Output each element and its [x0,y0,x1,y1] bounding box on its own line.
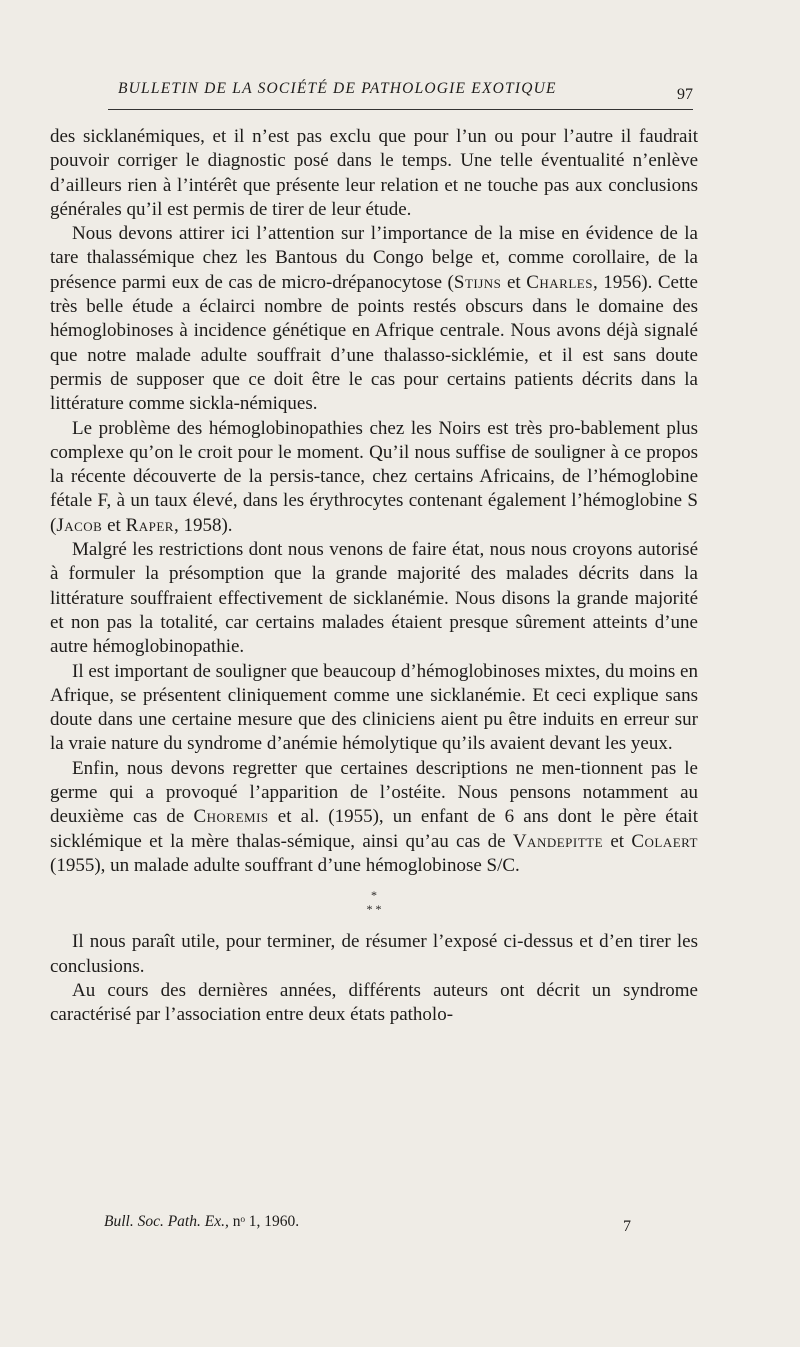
running-header: BULLETIN DE LA SOCIÉTÉ DE PATHOLOGIE EXOTIQUE [118,80,557,97]
author-name: Colaert [631,830,698,852]
paragraph-4: Malgré les restrictions dont nous venons de faire état, nous nous croyons autorisé à formuler la présomption que la grande majorité des malades décrits dans la littérature souffraient effectivement de sicklanémie. Nous disons la grande majorité et non pas la totalité, car certains malades étaient presque sûrement atteints d’une autre hémoglobinopathie. [50,539,698,658]
paragraph-1: des sicklanémiques, et il n’est pas exclu que pour l’un ou pour l’autre il faudrait pouvoir corriger le diagnostic posé dans le temps. Une telle éventualité n’enlève d’ailleurs rien à l’intérêt que présente leur relation et ne touche pas aux conclusions générales qu’il est permis de tirer de leur étude. [50,126,698,220]
body-text [50,125,698,1027]
section-break-asterism: * * * [366,888,382,917]
author-name: Choremis [193,806,269,828]
paragraph-8: Au cours des dernières années, différents auteurs ont décrit un syndrome caractérisé par l’association entre deux états patholo- [50,979,698,1026]
paragraph-5: Il est important de souligner que beaucoup d’hémoglobinoses mixtes, du moins en Afrique, se présentent cliniquement comme une sicklanémie. Et ceci explique sans doute dans une certaine mesure que des cliniciens aient pu être induits en erreur sur la vraie nature du syndrome d’anémie hémolytique qu’ils avaient devant les yeux. [50,660,698,755]
signature-mark: 7 [623,1218,631,1235]
author-name: Vandepitte [512,830,604,852]
paragraph-6: Enfin, nous devons regretter que certaines descriptions ne men-tionnent pas le germe qui a provoqué l’apparition de l’ostéite. Nous pensons notamment au deuxième cas de Choremis et al. (1955), un enfant de 6 ans dont le père était sicklémique et la mère thalas-sémique, ainsi qu’au cas de Vandepitte et Colaert (1955), un malade adulte souffrant d’une hémoglobinose S/C. [50,757,698,876]
author-name: Stijns [453,271,502,293]
header-rule [108,109,693,110]
author-name: Raper [125,514,174,536]
page-number: 97 [677,86,693,103]
author-name: Charles [526,271,593,293]
paragraph-7: Il nous paraît utile, pour terminer, de résumer l’exposé ci-dessus et d’en tirer les conclusions. [50,931,698,977]
paragraph-2: Nous devons attirer ici l’attention sur l’importance de la mise en évidence de la tare thalassémique chez les Bantous du Congo belge et, comme corollaire, de la présence parmi eux de cas de micro-drépanocytose (Stijns et Charles, 1956). Cette très belle étude a éclairci nombre de points restés obscurs dans le domaine des hémoglobinoses à incidence génétique en Afrique centrale. Nous avons déjà signalé que notre malade adulte souffrait d’une thalasso-sicklémie, et il est sans doute permis de supposer que ce doit être le cas pour certains patients décrits dans la littérature comme sickla-némiques. [50,223,698,415]
paragraph-3: Le problème des hémoglobinopathies chez les Noirs est très pro-bablement plus complexe qu’on le croit pour le moment. Qu’il nous suffise de souligner à ce propos la récente découverte de la persis-tance, chez certains Africains, de l’hémoglobine fétale F, à un taux élevé, dans les érythrocytes contenant également l’hémoglobine S (Jacob et Raper, 1958). [50,417,698,536]
footer-citation: Bull. Soc. Path. Ex., nᵒ 1, 1960. [104,1213,300,1230]
author-name: Jacob [56,514,103,536]
